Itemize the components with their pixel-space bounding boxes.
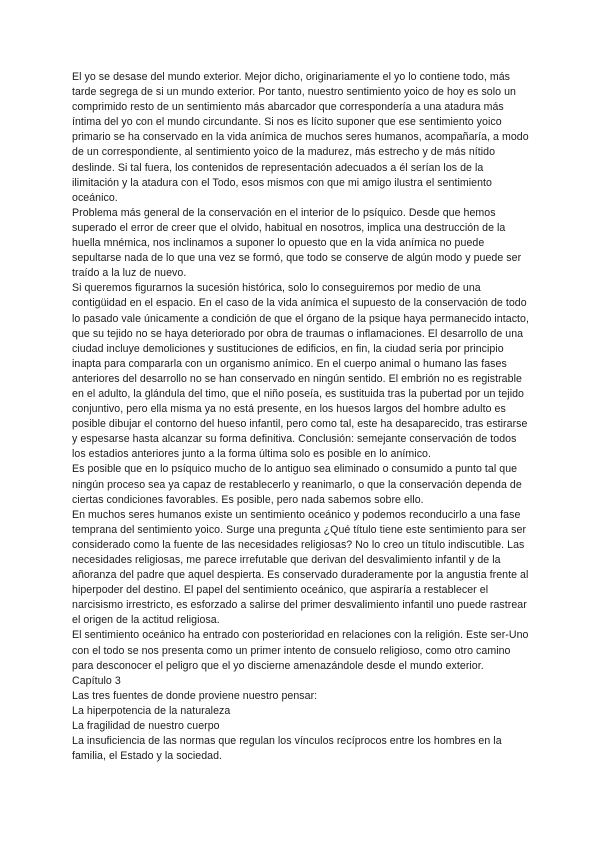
paragraph-relacion-religion: El sentimiento oceánico ha entrado con posterioridad en relaciones con la religión. Este ser-Uno con el todo se nos presenta como un primer intento de consuelo religioso, como otro camino para desconocer el peligro que el yo discierne amenazándole desde el mundo exterior. (72, 629, 529, 672)
sources-intro: Las tres fuentes de donde proviene nuestro pensar: (72, 689, 318, 702)
source-item-normas: La insuficiencia de las normas que regulan los vínculos recíprocos entre los hombres en la familia, el Estado y la sociedad. (72, 735, 502, 763)
source-item-naturaleza: La hiperpotencia de la naturaleza (72, 704, 231, 717)
paragraph-eliminacion-antiguo: Es posible que en lo psíquico mucho de lo antiguo sea eliminado o consumido a punto tal que ningún proceso sea ya capaz de restablecerlo y reanimarlo, o que la conservación dependa de ciertas condiciones favorables. Es posible, pero nada sabemos sobre ello. (72, 463, 522, 506)
chapter-heading: Capítulo 3 (72, 674, 121, 687)
source-item-cuerpo: La fragilidad de nuestro cuerpo (72, 720, 220, 733)
paragraph-conservacion-psiquico: Problema más general de la conservación en el interior de lo psíquico. Desde que hemos superado el error de creer que el olvido, habitual en nosotros, implica una destrucción de la huella mnémica, nos inclinamos a suponer lo opuesto que en la vida anímica no puede sepultarse nada de lo que una vez se formó, que todo se conserve de algún modo y puede ser traído a la luz de nuevo. (72, 206, 522, 280)
paragraph-sentimiento-oceanico: En muchos seres humanos existe un sentimiento oceánico y podemos reconducirlo a una fase temprana del sentimiento yoico. Surge una pregunta ¿Qué título tiene este sentimiento para ser considerado como la fuente de las necesidades religiosas? No lo creo un título indiscutible. Las necesidades religiosas, me parece irrefutable que derivan del desvalimiento infantil y de la añoranza del padre que aquel despierta. Es conservado duraderamente por la angustia frente al hiperpoder del destino. El papel del sentimiento oceánico, que aspiraría a restablecer el narcisismo irrestricto, es esforzado a salirse del primer desvalimiento infantil uno puede rastrear el origen de la actitud religiosa. (72, 508, 529, 627)
paragraph-yo-mundo-exterior: El yo se desase del mundo exterior. Mejor dicho, originariamente el yo lo contiene todo, más tarde segrega de si un mundo exterior. Por tanto, nuestro sentimiento yoico de hoy es solo un comprimido resto de un sentimiento más abarcador que correspondería a una atadura más íntima del yo con el mundo circundante. Si nos es lícito suponer que ese sentimiento yoico primario se ha conservado en la vida anímica de muchos seres humanos, acompañaría, a modo de un correspondiente, al sentimiento yoico de la madurez, más estrecho y de más nítido deslinde. Si tal fuera, los contenidos de representación adecuados a él serían los de la ilimitación y la atadura con el Todo, esos mismos con que mi amigo ilustra el sentimiento oceánico. (72, 71, 529, 204)
paragraph-sucesion-historica: Si queremos figurarnos la sucesión histórica, solo lo conseguiremos por medio de una contigüidad en el espacio. En el caso de la vida anímica el supuesto de la conservación de todo lo pasado vale únicamente a condición de que el órgano de la psique haya permanecido intacto, que su tejido no se haya deteriorado por obra de traumas o inflamaciones. El desarrollo de una ciudad incluye demoliciones y sustituciones de edificios, en fin, la ciudad seria por principio inapta para compararla con un organismo anímico. En el cuerpo animal o humano las fases anteriores del desarrollo no se han conservado en ningún sentido. El embrión no es registrable en el adulto, la glándula del timo, que el niño poseía, es sustituida tras la pubertad por un tejido conjuntivo, pero ella misma ya no está presente, en los huesos largos del hombre adulto es posible dibujar el contorno del hueso infantil, pero como tal, este ha desaparecido, tras estirarse y espesarse hasta alcanzar su forma definitiva. Conclusión: semejante conservación de todos los estadios anteriores junto a la forma última solo es posible en lo anímico. (72, 282, 529, 461)
document-body (72, 70, 532, 764)
